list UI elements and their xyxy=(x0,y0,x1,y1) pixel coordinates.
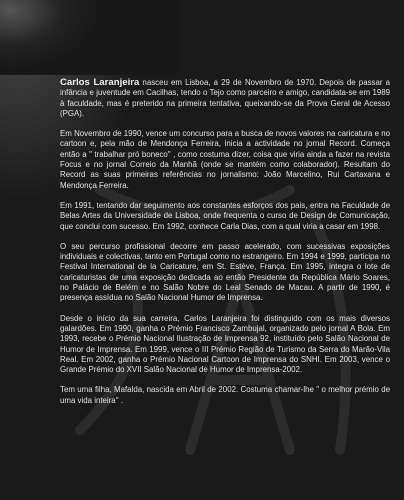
bio-paragraph-6: Tem uma filha, Mafalda, nascida em Abril de 2002. Costuma chamar-lhe " o melhor prémio de uma vida inteira" . xyxy=(60,385,390,405)
author-photo-fragment xyxy=(0,0,180,75)
bio-paragraph-2: Em Novembro de 1990, vence um concurso para a busca de novos valores na caricatura e no cartoon e, pela mão de Mendonça Ferreira, inicia a actividade no jornal Record. Começa então a " trabalhar pró boneco" , como costuma dizer, coisa que viria ainda a fazer na revista Focus e no jornal Correio da Manhã (onde se mantém como colaborador). Resultam do Record as suas primeiras referências no jornalismo: João Marcelino, Rui Cartaxana e Mendonça Ferreira. xyxy=(60,129,390,190)
bio-paragraph-1 xyxy=(60,78,390,119)
author-name: Carlos Laranjeira xyxy=(60,77,140,88)
bio-paragraph-5: Desde o início da sua carreira, Carlos Laranjeira foi distinguido com os mais diversos galardões. Em 1990, ganha o Prémio Francisco Zambujal, organizado pelo jornal A Bola. Em 1993, recebe o Prémio Nacional Ilustração de Imprensa 92, instituído pelo Salão Nacional de Humor de Imprensa. Em 1999, vence o III Prémio Região de Turismo da Serra do Marão-Vila Real. Em 2002, ganha o Prémio Nacional Cartoon de Imprensa do SNHI. Em 2003, vence o Grande Prémio do XVII Salão Nacional de Humor de Imprensa-2002. xyxy=(60,313,390,375)
bio-paragraph-3: Em 1991, tentando dar seguimento aos constantes esforços dos pais, entra na Faculdade de Belas Artes da Universidade de Lisboa, onde frequenta o curso de Design de Comunicação, que conclui com sucesso. Em 1992, conhece Carla Dias, com a qual viria a casar em 1998. xyxy=(60,200,390,231)
bio-paragraph-1-text: nasceu em Lisboa, a 29 de Novembro de 1970. Depois de passar a infância e juventude em Cacilhas, tendo o Tejo como parceiro e amigo, candidata-se em 1989 à faculdade, mas é preterido na primeira tentativa, queixando-se da Prova Geral de Acesso (PGA). xyxy=(60,78,390,118)
bio-paragraph-4: O seu percurso profissional decorre em passo acelerado, com sucessivas exposições individuais e colectivas, tanto em Portugal como no estrangeiro. Em 1994 e 1999, participa no Festival International de la Caricature, em St. Estève, França. Em 1995, integra o lote de caricaturistas de uma exposição dedicada ao então Presidente da República Mário Soares, no Palácio de Belém e no Salão Nobre do Leal Senado de Macau. A partir de 1990, é presença assídua no Salão Nacional Humor de Imprensa. xyxy=(60,241,390,303)
biography-text xyxy=(60,78,390,416)
